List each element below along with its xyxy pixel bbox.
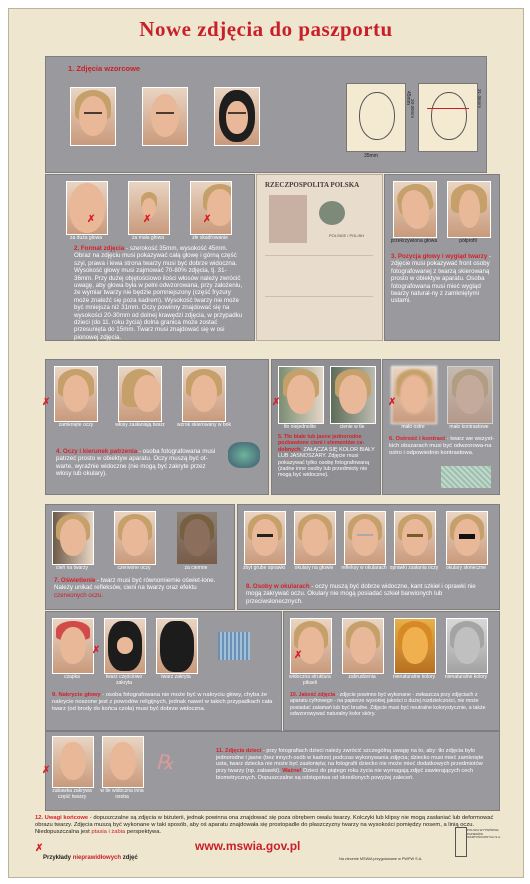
footer-url[interactable]: www.mswia.gov.pl — [195, 839, 301, 853]
photo-glasses-on-head — [294, 511, 336, 565]
s12-text: 12. Uwagi końcowe - dopuszczalne są zdjęcia w biżuterii, jednak powinna ona znajdować się poza obrębem owalu twarzy. Kolczyki lub klipsy nie mogą zasłaniać lub deformować obrazu twarzy. Zdjęcia muszą być wykonane w taki sposób, aby oś aparatu znajdowała się prostopadle do płaszczyzny twarzy na wysokości pomiędzy nosem, a linią oczu. Niedopuszczalna jest ptasia i żabia perspektywa. — [35, 815, 494, 835]
caption: zbyt grube oprawki — [243, 565, 285, 571]
section-glasses — [237, 504, 500, 610]
s8-text: 8. Osoby w okularach - oczy muszą być dobrze widoczne, kant szkieł i oprawki nie mogą zakrywać oczu. Okulary nie mogą posiadać szkieł barwionych lub przeciwsłonecznych. — [246, 583, 476, 605]
s7-text: 7. Oświetlenie - twarz musi być równomiernie oświet-lone. Należy unikać refleksów, cieni na twarzy oraz efektu czerwonych oczu. — [54, 577, 216, 599]
caption: refleksy w okularach — [341, 565, 387, 571]
caption: czerwone oczy — [117, 565, 151, 571]
red-x-icon: ✗ — [42, 397, 51, 408]
caption: w tle widoczna inna osoba — [100, 788, 144, 800]
photo-unnatural-colors-gray — [446, 618, 488, 674]
photo-low-contrast — [447, 366, 493, 424]
caption: nienaturalne kolory — [392, 674, 436, 680]
caption: za ciemne — [184, 565, 208, 571]
s11-text: 11. Zdjęcia dzieci - przy fotografiach dzieci należy zwrócić szczególną uwagę na to, aby: tło zdjęcia było jednorodne i jasne (bez innych osób w kadrze) podczas wykonywania zdjęcia; dziecko musi mieć zamknięte usta, twarz dziecka nie może być zasłonięta; na fotografii dziecko nie może mieć dodatkowych przedmiotów przy twarzy (np. zabawki). Ważne! Dzieci do piątego roku życia nie wymagają zdjęć zawierających cech biometrycznych. Dopuszczalne są odstępstwa od określonych powyżej zaleceń. — [216, 748, 484, 781]
section-headwear — [45, 611, 282, 731]
footer-note: Na zlecenie MSWiA przygotowane w PWPW S.A. — [339, 857, 423, 861]
caption: za mała głowa — [132, 235, 164, 241]
red-x-icon: ✗ — [92, 645, 101, 656]
s1-heading: 1. Zdjęcia wzorcowe — [68, 64, 141, 73]
s2-text: 2. Format zdjęcia - szerokość 35mm, wysokość 45mm. Obraz na zdjęciu musi pokazywać całą głowę i górną część szyi, prawa i lewa strona twarzy musi być dobrze widoczna. Wysokość głowy musi zajmować 70-80% zdjęcia, tj. 31-36mm. Przy dużej objętościowo ilości włosów należy zwrócić uwagę, aby głowa była w pełni odwzorowana, przy założeniu, że wymiar twarzy nie będzie pomniejszony (część fryzury może znaleźć się poza kadrem). Wysokość twarzy nie może być mniejsza niż 31mm. Oczy powinny znajdować się na wysokości 20-30mm od dolnej krawędzi zdjęcia, w przypadku dzieci (do 11. roku życia) dolna granica może zostać przesunięta do 15mm. Twarz musi znajdować się w osi pionowej zdjęcia. — [74, 245, 243, 341]
photo-shadow-face — [52, 511, 94, 565]
red-x-icon: ✗ — [294, 650, 303, 661]
model-photo-woman — [70, 87, 116, 146]
photo-toy-covering — [52, 736, 94, 788]
caption: twarz częściowo zakryta — [105, 674, 143, 686]
pwpw-logo-icon — [455, 827, 467, 857]
section-model-photos — [45, 56, 487, 173]
s4-text: 4. Oczy i kierunek patrzenia - osoba fotografowana musi patrzeć prosto w obiektyw aparatu. Oczy muszą być ot-warte, wyraźnie widoczne (nie mogą być zakryte przez włosy lub okulary). — [56, 448, 216, 478]
section-lighting — [45, 504, 235, 610]
photo-shadow-background — [330, 366, 376, 424]
section-children — [45, 731, 500, 811]
photo-unnatural-colors-warm — [394, 618, 436, 674]
caption: okulary słoneczne — [445, 565, 487, 571]
caption: tło niejednolite — [284, 424, 316, 430]
dimension-diagram-b — [418, 83, 478, 152]
photo-tilted-head — [393, 181, 437, 238]
eye-line — [427, 108, 469, 109]
guilloche-pattern — [441, 466, 491, 488]
legend-text: Przykłady nieprawidłowych zdjęć — [43, 855, 138, 861]
section-format — [45, 174, 255, 341]
hologram-icon — [228, 442, 260, 468]
model-photo-headscarf — [214, 87, 260, 146]
section-sharpness — [382, 359, 500, 495]
passport-data-lines — [265, 255, 373, 297]
poster-title: Nowe zdjęcia do paszportu — [139, 17, 393, 41]
model-photo-child — [142, 87, 188, 146]
photo-cap — [52, 618, 94, 674]
photo-too-dark — [176, 511, 218, 565]
s9-text: 9. Nakrycie głowy - osoba fotografowana nie może być w nakryciu głowy, chyba że nakrycie noszone jest z powodów religijnych, jednak nawet w takich przypadkach cała twarz (od brody do końca czoła) musi być dobrze widoczna. — [52, 692, 273, 712]
caption: za duża głowa — [70, 235, 102, 241]
caption: zamknięte oczy — [58, 422, 94, 428]
rp-emblem-icon: ℞ — [156, 752, 174, 774]
caption: zabrudzenia — [348, 674, 376, 680]
photo-red-eyes — [114, 511, 156, 565]
hologram-icon — [319, 201, 345, 225]
photo-other-person — [102, 736, 144, 788]
photo-partially-covered — [104, 618, 146, 674]
photo-thick-frames — [244, 511, 286, 565]
caption: twarz zakryta — [161, 674, 191, 680]
section-eyes — [45, 359, 269, 495]
passport-photo — [269, 195, 307, 243]
red-x-icon: ✗ — [388, 397, 397, 408]
photo-dirty — [342, 618, 384, 674]
photo-fully-covered — [156, 618, 198, 674]
red-x-icon: ✗ — [143, 214, 152, 225]
caption: przekrzywiona głowa — [390, 238, 438, 244]
dim-height-label: 45mm — [405, 91, 411, 105]
photo-too-small-head — [128, 181, 170, 235]
passport-sub: POLSKIE / POLISH — [329, 233, 365, 238]
photo-looking-aside — [182, 366, 226, 422]
caption: widoczna struktura pikseli — [289, 674, 331, 686]
red-x-icon: ✗ — [203, 214, 212, 225]
red-x-icon: ✗ — [35, 843, 44, 854]
caption: złe skadrowanie — [192, 235, 228, 241]
s10-text: 10. Jakość zdjęcia - zdjęcie powinno być wykonane - zwłaszcza przy zdjęciach z aparatu cyfrowego - na papierze wysokiej jakości o dużej rozdzielczości, nie może posiadać załamań lub być brudne. Zdjęcie musi być neutralne kolorystycznie, a także odwzorowywać naturalny kolor skóry. — [290, 692, 486, 718]
photo-hair-covering — [118, 366, 162, 422]
section-head-position — [384, 174, 500, 341]
section-quality — [283, 611, 500, 731]
caption: wzrok skierowany w bok — [177, 422, 231, 428]
legend — [35, 843, 145, 865]
dimension-diagram-a — [346, 83, 406, 152]
passport-sample — [256, 174, 383, 341]
photo-too-big-head — [66, 181, 108, 235]
caption: półprofil — [459, 238, 477, 244]
poster — [8, 8, 524, 878]
caption: cień na twarzy — [56, 565, 88, 571]
photo-bad-framing — [190, 181, 232, 235]
photo-closed-eyes — [54, 366, 98, 422]
photo-sunglasses — [446, 511, 488, 565]
hologram-icon — [218, 632, 250, 660]
red-x-icon: ✗ — [272, 397, 281, 408]
caption: mało kontrastowe — [449, 424, 489, 430]
passport-title: RZECZPOSPOLITA POLSKA — [265, 181, 360, 189]
head-outline-icon — [431, 92, 467, 140]
photo-pixelated — [290, 618, 332, 674]
photo-glasses-reflection — [344, 511, 386, 565]
red-x-icon: ✗ — [42, 765, 51, 776]
photo-frames-cover-eyes — [394, 511, 436, 565]
caption: okulary na głowie — [294, 565, 334, 571]
caption: włosy zasłaniają twarz — [115, 422, 165, 428]
dim-width-label: 35mm — [364, 153, 378, 159]
caption: mało ostre — [401, 424, 425, 430]
caption: zabawka zakrywa część twarzy — [52, 788, 92, 800]
photo-half-profile — [447, 181, 491, 238]
caption: cienie w tle — [339, 424, 365, 430]
s3-text: 3. Pozycja głowy i wygląd twarzy - zdjęcie musi pokazywać front osoby fotografowanej z twarzą skierowaną prosto w obiektyw aparatu. Osoba fotografowana musi mieć wygląd twarzy natural-ny z zamkniętymi ustami. — [391, 253, 492, 305]
caption: oprawki zasłania oczy — [389, 565, 439, 571]
photo-not-sharp — [391, 366, 437, 424]
dim-face-b-label: 31-36mm — [477, 89, 482, 109]
head-outline-icon — [359, 92, 395, 140]
photo-uneven-background — [278, 366, 324, 424]
pwpw-logo-text: POLSKA WYTWÓRNIA PAPIERÓW WARTOŚCIOWYCH S.A. — [467, 828, 501, 840]
s6-text: 6. Ostrość i kontrast - twarz we wszyst-kich obszarach musi być odwzorowa-na ostro i odpowiednio kontrastowa. — [389, 436, 495, 456]
section-background — [271, 359, 381, 495]
red-x-icon: ✗ — [87, 214, 96, 225]
s5-text: 5. Tło białe lub jasne jednorodne pozbawione cieni i elementów ce-dobnych. ZAŁĄCZA SIĘ KOLOR BIAŁY LUB JASNOSZARY. Zdjęcie musi pokazywać tylko osobę fotografowaną (żadne inne osoby lub przedmioty nie mogą być widoczne). — [278, 434, 375, 479]
caption: czapka — [64, 674, 80, 680]
caption: nienaturalne kolory — [444, 674, 488, 680]
dim-face-a-label: 20-30mm — [410, 99, 415, 119]
